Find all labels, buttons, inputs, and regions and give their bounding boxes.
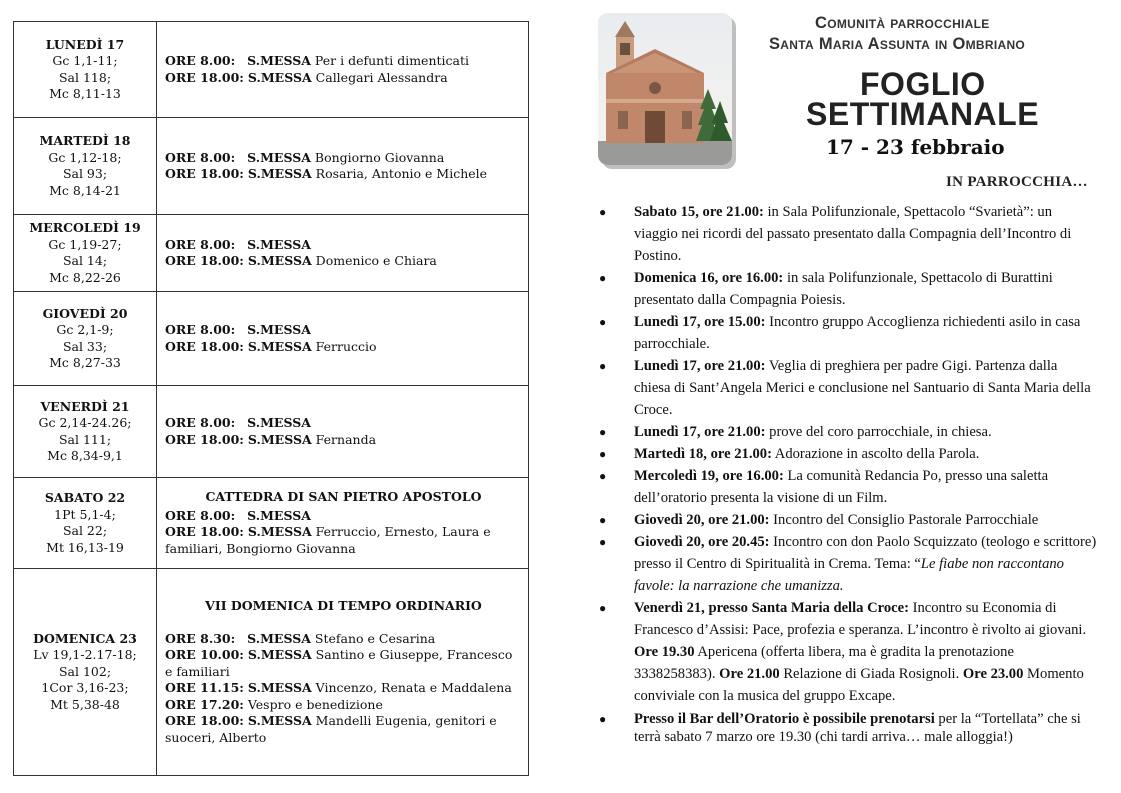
day-name: VENERDÌ 21 bbox=[40, 398, 130, 414]
mass-time: ORE 18.00: bbox=[165, 338, 244, 354]
reading: Mc 8,34-9,1 bbox=[47, 448, 123, 463]
mass-label: S.MESSA bbox=[247, 69, 312, 85]
reading: Mc 8,14-21 bbox=[49, 182, 121, 198]
day-cell bbox=[14, 569, 157, 776]
day-name: SABATO 22 bbox=[44, 490, 126, 505]
bullet-icon: ● bbox=[599, 513, 607, 527]
mass-label: S.MESSA bbox=[247, 322, 311, 337]
event-text: in Sala Polifunzionale, Spettacolo “Svarietà”: un viaggio nei ricordi del passato presentato dalla Compagnia dell’Incontro di Postino. bbox=[634, 204, 1072, 264]
mass-label: S.MESSA bbox=[247, 507, 311, 523]
event-highlight: Giovedì 20, ore 21.00: bbox=[634, 512, 770, 528]
mass-label: S.MESSA bbox=[247, 253, 312, 268]
reading: Mc 8,27-33 bbox=[49, 355, 121, 370]
mass-time: ORE 17.20: bbox=[165, 696, 244, 712]
community-name-line1: Comunità parrocchiale bbox=[815, 14, 990, 32]
reading: Sal 111; bbox=[58, 431, 112, 447]
community-name-line2: Santa Maria Assunta in Ombriano bbox=[769, 35, 1026, 53]
reading: Lv 19,1-2.17-18; bbox=[33, 647, 137, 663]
event-item bbox=[597, 509, 1097, 531]
reading: Gc 1,1-11; bbox=[52, 53, 118, 68]
reading: Mc 8,11-13 bbox=[49, 86, 121, 101]
mass-time: ORE 8.00: bbox=[165, 322, 236, 337]
mass-cell bbox=[157, 292, 529, 386]
mass-cell bbox=[157, 118, 529, 215]
reading: Gc 2,14-24.26; bbox=[38, 415, 132, 430]
reading: 1Pt 5,1-4; bbox=[54, 506, 116, 522]
mass-intention: Ferruccio bbox=[315, 338, 377, 354]
mass-intention: Stefano e Cesarina bbox=[314, 630, 436, 646]
event-highlight: Lunedì 17, ore 21.00: bbox=[634, 358, 766, 374]
bullet-icon: ● bbox=[599, 469, 607, 483]
event-highlight: Ore 21.00 bbox=[719, 666, 780, 682]
event-text: Apericena (offerta libera, ma è gradita la prenotazione 3338258383). bbox=[634, 644, 1014, 682]
mass-time: ORE 11.15: bbox=[165, 680, 244, 695]
mass-cell bbox=[157, 22, 529, 118]
mass-intention: Bongiorno Giovanna bbox=[314, 149, 445, 165]
bullet-icon: ● bbox=[599, 535, 607, 549]
mass-entry bbox=[165, 631, 522, 648]
bullet-icon: ● bbox=[599, 271, 607, 285]
mass-entry bbox=[165, 166, 522, 183]
mass-time: ORE 8.00: bbox=[165, 53, 236, 68]
day-cell bbox=[14, 118, 157, 215]
mass-intention: Vespro e benedizione bbox=[247, 696, 383, 712]
bullet-icon: ● bbox=[599, 205, 607, 219]
reading: Sal 118; bbox=[58, 69, 112, 85]
reading: Gc 1,12-18; bbox=[48, 149, 122, 165]
event-text: Incontro gruppo Accoglienza richiedenti asilo in casa parrocchiale. bbox=[634, 314, 1081, 352]
event-highlight: Ore 23.00 bbox=[962, 666, 1024, 682]
event-text: prove del coro parrocchiale, in chiesa. bbox=[765, 424, 992, 440]
mass-entry bbox=[165, 322, 522, 339]
event-highlight: Ore 19.30 bbox=[634, 644, 695, 660]
mass-entry bbox=[165, 150, 522, 167]
day-name: MARTEDÌ 18 bbox=[39, 133, 131, 148]
mass-time: ORE 18.00: bbox=[165, 166, 244, 181]
event-item bbox=[597, 201, 1097, 267]
event-text: Incontro con don Paolo Scquizzato (teologo e scrittore) presso il Centro di Spiritualità in Crema. Tema: “ bbox=[634, 534, 1097, 572]
mass-intention: Ferruccio, Ernesto, Laura e familiari, Bongiorno Giovanna bbox=[165, 524, 491, 556]
title-line1: FOGLIO bbox=[860, 66, 986, 102]
schedule-row bbox=[14, 22, 529, 118]
mass-label: S.MESSA bbox=[247, 236, 311, 252]
mass-intention: Callegari Alessandra bbox=[315, 69, 448, 85]
event-highlight: Martedì 18, ore 21.00: bbox=[634, 446, 772, 462]
mass-time: ORE 18.00: bbox=[165, 431, 244, 447]
day-cell bbox=[14, 478, 157, 569]
mass-intention: Rosaria, Antonio e Michele bbox=[315, 166, 488, 181]
reading: Sal 22; bbox=[62, 523, 108, 538]
mass-label: S.MESSA bbox=[247, 53, 311, 68]
bullet-icon: ● bbox=[599, 712, 607, 726]
mass-label: S.MESSA bbox=[247, 338, 312, 354]
reading: Sal 93; bbox=[62, 166, 108, 181]
event-item bbox=[597, 443, 1097, 465]
schedule-row bbox=[14, 215, 529, 292]
event-highlight: Mercoledì 19, ore 16.00: bbox=[634, 468, 784, 484]
reading: Mt 5,38-48 bbox=[50, 696, 120, 712]
mass-label: S.MESSA bbox=[247, 713, 312, 728]
event-item bbox=[597, 531, 1097, 597]
mass-entry bbox=[165, 713, 522, 746]
mass-label: S.MESSA bbox=[247, 647, 312, 662]
mass-cell bbox=[157, 478, 529, 569]
mass-label: S.MESSA bbox=[247, 415, 311, 430]
event-item bbox=[597, 311, 1097, 355]
mass-entry bbox=[165, 432, 522, 449]
schedule-row bbox=[14, 386, 529, 478]
event-highlight: Lunedì 17, ore 21.00: bbox=[634, 424, 766, 440]
event-text: Relazione di Giada Rosignoli. bbox=[779, 666, 963, 682]
event-item bbox=[597, 710, 1097, 746]
mass-entry bbox=[165, 53, 522, 70]
event-item bbox=[597, 597, 1097, 707]
day-name: LUNEDÌ 17 bbox=[45, 36, 125, 52]
event-text: Momento conviviale con la musica del gruppo Excape. bbox=[634, 666, 1084, 704]
mass-time: ORE 10.00: bbox=[165, 647, 244, 662]
bullet-icon: ● bbox=[599, 425, 607, 439]
section-heading: IN PARROCCHIA… bbox=[946, 174, 1088, 190]
schedule-row bbox=[14, 569, 529, 776]
mass-entry bbox=[165, 237, 522, 254]
reading: Gc 1,19-27; bbox=[48, 236, 122, 252]
mass-entry bbox=[165, 415, 522, 432]
mass-entry bbox=[165, 70, 522, 87]
church-photo bbox=[598, 13, 732, 165]
events-list bbox=[597, 201, 1097, 746]
mass-cell bbox=[157, 569, 529, 776]
bullet-icon: ● bbox=[599, 359, 607, 373]
day-cell bbox=[14, 292, 157, 386]
event-text: per la “Tortellata” che si terrà sabato 7 marzo ore 19.30 (chi tardi arriva… male alloggia!) bbox=[634, 711, 1081, 745]
event-item bbox=[597, 267, 1097, 311]
reading: Mc 8,22-26 bbox=[49, 269, 121, 285]
mass-entry bbox=[165, 647, 522, 680]
event-text: Incontro su Economia di Francesco d’Assisi: Pace, profezia e speranza. L’incontro è rivolto ai giovani. bbox=[634, 600, 1087, 638]
mass-label: S.MESSA bbox=[247, 166, 312, 181]
mass-time: ORE 18.00: bbox=[165, 69, 244, 85]
event-text: in sala Polifunzionale, Spettacolo di Burattini presentato dalla Compagnia Poiesis. bbox=[634, 270, 1053, 308]
mass-time: ORE 8.30: bbox=[165, 630, 236, 646]
mass-time: ORE 8.00: bbox=[165, 415, 236, 430]
mass-entry bbox=[165, 680, 522, 697]
mass-time: ORE 18.00: bbox=[165, 253, 244, 268]
day-name: MERCOLEDÌ 19 bbox=[29, 220, 141, 235]
event-text: Incontro del Consiglio Pastorale Parrocchiale bbox=[769, 512, 1039, 528]
event-text: Veglia di preghiera per padre Gigi. Partenza dalla chiesa di Sant’Angela Merici e conclusione nel Santuario di Santa Maria della Croce. bbox=[634, 358, 1091, 418]
schedule-row bbox=[14, 292, 529, 386]
mass-time: ORE 18.00: bbox=[165, 713, 244, 728]
mass-label: S.MESSA bbox=[247, 149, 311, 165]
mass-time: ORE 8.00: bbox=[165, 149, 236, 165]
mass-label: S.MESSA bbox=[247, 680, 312, 695]
liturgical-title: CATTEDRA DI SAN PIETRO APOSTOLO bbox=[205, 489, 482, 504]
mass-intention: Santino e Giuseppe, Francesco e familiari bbox=[165, 647, 513, 679]
mass-entry bbox=[165, 339, 522, 356]
event-highlight: Giovedì 20, ore 20.45: bbox=[634, 534, 770, 550]
date-range: 17 - 23 febbraio bbox=[826, 135, 1005, 159]
bullet-icon: ● bbox=[599, 601, 607, 615]
mass-intention: Vincenzo, Renata e Maddalena bbox=[315, 680, 512, 695]
schedule-row bbox=[14, 478, 529, 569]
reading: Sal 33; bbox=[62, 338, 108, 354]
mass-cell bbox=[157, 215, 529, 292]
mass-intention: Fernanda bbox=[315, 431, 377, 447]
event-item bbox=[597, 421, 1097, 443]
event-quote: Le fiabe non raccontano favole: la narrazione che umanizza. bbox=[634, 556, 1064, 594]
day-name: DOMENICA 23 bbox=[33, 630, 137, 646]
mass-intention: Domenico e Chiara bbox=[315, 253, 437, 268]
mass-schedule-table bbox=[13, 21, 529, 776]
reading: Sal 14; bbox=[62, 253, 108, 268]
day-cell bbox=[14, 386, 157, 478]
event-text: Adorazione in ascolto della Parola. bbox=[771, 446, 980, 462]
event-text: La comunità Redancia Po, presso una saletta dell’oratorio presenta la visione di un Film. bbox=[634, 468, 1049, 506]
bullet-icon: ● bbox=[599, 315, 607, 329]
event-highlight: Presso il Bar dell’Oratorio è possibile prenotarsi bbox=[634, 711, 935, 727]
reading: Sal 102; bbox=[58, 663, 112, 679]
event-item bbox=[597, 355, 1097, 421]
mass-entry bbox=[165, 253, 522, 270]
church-illustration-icon bbox=[598, 13, 732, 165]
reading: 1Cor 3,16-23; bbox=[41, 680, 129, 696]
mass-label: S.MESSA bbox=[247, 524, 312, 539]
day-cell bbox=[14, 215, 157, 292]
mass-entry bbox=[165, 697, 522, 714]
reading: Gc 2,1-9; bbox=[56, 322, 114, 337]
mass-time: ORE 18.00: bbox=[165, 524, 244, 539]
title-line2: SETTIMANALE bbox=[806, 96, 1040, 132]
event-highlight: Domenica 16, ore 16.00: bbox=[634, 270, 784, 286]
mass-label: S.MESSA bbox=[247, 630, 311, 646]
day-cell bbox=[14, 22, 157, 118]
mass-intention: Per i defunti dimenticati bbox=[314, 53, 469, 68]
event-highlight: Venerdì 21, presso Santa Maria della Croce: bbox=[634, 600, 909, 616]
mass-label: S.MESSA bbox=[247, 431, 312, 447]
mass-cell bbox=[157, 386, 529, 478]
liturgical-title: VII DOMENICA DI TEMPO ORDINARIO bbox=[205, 598, 482, 613]
bullet-icon: ● bbox=[599, 447, 607, 461]
event-highlight: Sabato 15, ore 21.00: bbox=[634, 204, 764, 220]
mass-entry bbox=[165, 508, 522, 525]
mass-time: ORE 8.00: bbox=[165, 507, 236, 523]
mass-intention: Mandelli Eugenia, genitori e suoceri, Alberto bbox=[165, 713, 497, 745]
event-highlight: Lunedì 17, ore 15.00: bbox=[634, 314, 766, 330]
mass-time: ORE 8.00: bbox=[165, 236, 236, 252]
event-item bbox=[597, 465, 1097, 509]
schedule-row bbox=[14, 118, 529, 215]
mass-entry bbox=[165, 524, 522, 557]
reading: Mt 16,13-19 bbox=[46, 539, 124, 555]
day-name: GIOVEDÌ 20 bbox=[42, 305, 128, 321]
